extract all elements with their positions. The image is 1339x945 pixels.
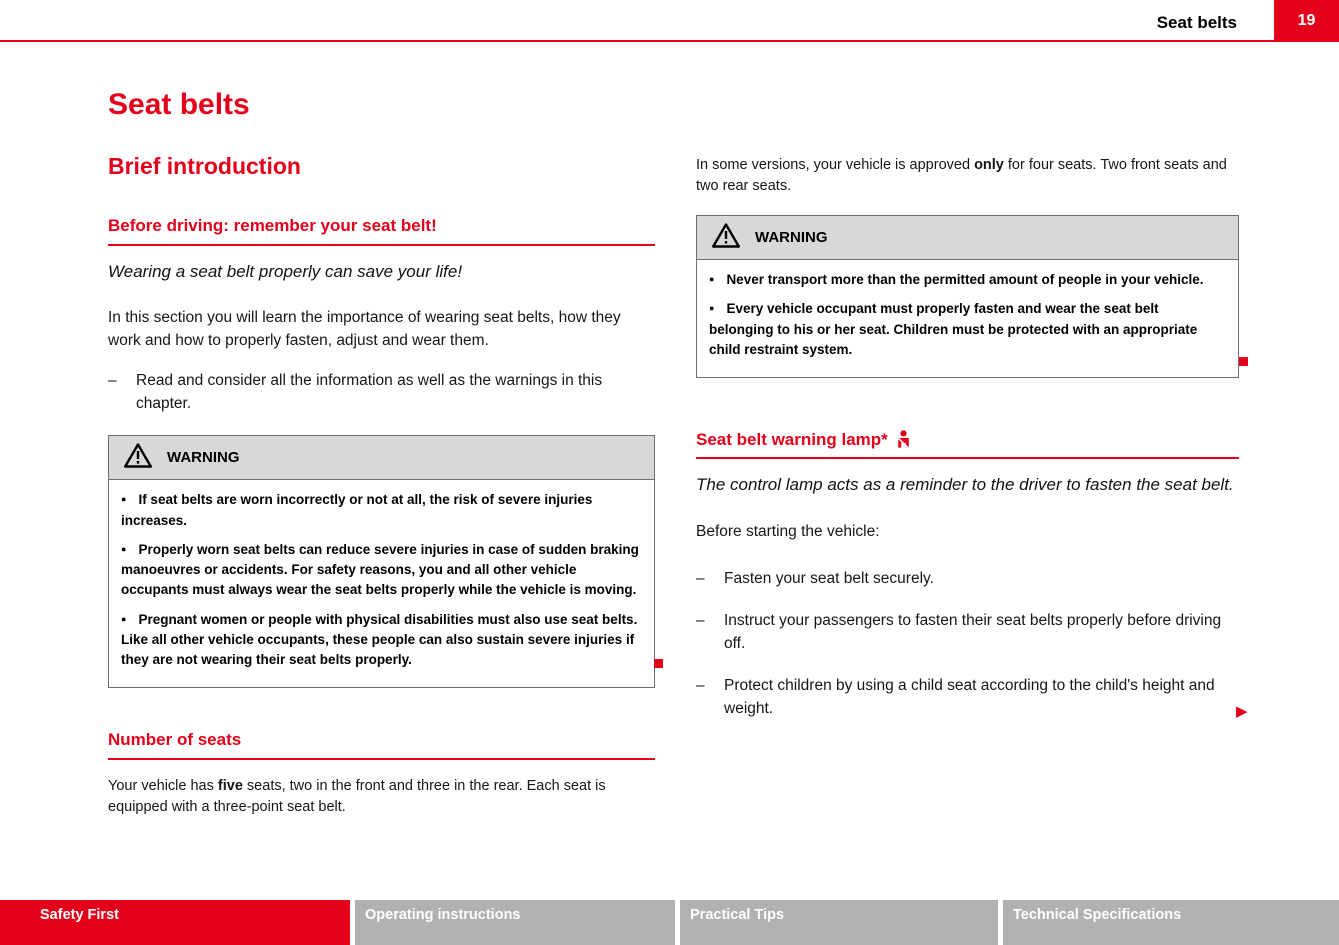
text-fragment: seats, two in the front and three in the rear. Each seat is equipped with a three-point seat belt. <box>108 777 606 815</box>
footer-tab-practical-tips: Practical Tips <box>680 900 998 945</box>
spacer <box>696 378 1239 430</box>
footer-tab-safety-first: Safety First <box>0 900 350 945</box>
header-rule <box>0 40 1339 42</box>
sub-heading-label: Seat belt warning lamp* <box>696 430 888 450</box>
sub-heading-before-driving: Before driving: remember your seat belt! <box>108 216 655 245</box>
sub-heading-seat-belt-warning-lamp <box>696 430 1239 459</box>
warning-box-right-header <box>697 216 1238 260</box>
warning-box-left <box>108 435 655 688</box>
before-driving-intro: In this section you will learn the importance of wearing seat belts, how they work and how to properly fasten, adjust and wear them. <box>108 309 621 349</box>
warning-lamp-intro: Before starting the vehicle: <box>696 523 880 541</box>
warning-box-right-title: WARNING <box>755 229 828 247</box>
warning-lamp-lead: The control lamp acts as a reminder to the driver to fasten the seat belt. <box>696 475 1234 495</box>
seat-belt-warning-lamp-icon <box>896 430 911 450</box>
warning-item: ● Properly worn seat belts can reduce severe injuries in case of sudden braking manoeuvres or accidents. For safety reasons, you and all other vehicle occupants must always wear the seat belts properly while the vehicle is moving. <box>121 540 642 601</box>
warning-lamp-list-item: – Protect children by using a child seat according to the child's height and weight. <box>696 675 1239 720</box>
section-end-marker <box>1239 357 1248 366</box>
warning-item: ● Pregnant women or people with physical disabilities must also use seat belts. Like all other vehicle occupants, these people can also sustain severe injuries if they are not wearing their seat belts properly. <box>121 610 642 671</box>
spacer <box>108 688 655 730</box>
footer-tab-operating-instructions: Operating instructions <box>355 900 675 945</box>
page-title: Seat belts <box>108 88 250 121</box>
warning-item: ● Every vehicle occupant must properly fasten and wear the seat belt belonging to his or her seat. Children must be protected with an appropriate child restraint system. <box>709 299 1226 360</box>
warning-item: ● If seat belts are worn incorrectly or not at all, the risk of severe injuries increases. <box>121 490 642 531</box>
warning-lamp-list-item: – Fasten your seat belt securely. <box>696 568 1239 590</box>
warning-box-left-title: WARNING <box>167 449 240 467</box>
text-fragment: for four seats. Two front seats and two rear seats. <box>696 157 1227 195</box>
warning-triangle-icon <box>123 442 153 474</box>
warning-box-right <box>696 215 1239 378</box>
before-driving-lead: Wearing a seat belt properly can save your life! <box>108 261 463 281</box>
page-number-badge: 19 <box>1274 0 1339 41</box>
warning-box-left-header <box>109 436 654 480</box>
footer-tab-technical-specifications: Technical Specifications <box>1003 900 1339 945</box>
left-column <box>108 88 655 836</box>
sub-heading-number-of-seats: Number of seats <box>108 730 655 759</box>
footer-tab-bar <box>0 900 1339 945</box>
number-of-seats-paragraph <box>108 776 655 818</box>
warning-lamp-list-item: – Instruct your passengers to fasten their seat belts properly before driving off. <box>696 610 1239 655</box>
text-fragment-bold: five <box>217 777 243 794</box>
warning-item: ● Never transport more than the permitted amount of people in your vehicle. <box>709 270 1226 290</box>
right-column <box>696 155 1239 740</box>
header-chapter-title: Seat belts <box>1156 13 1237 32</box>
continuation-arrow-icon: ▶ <box>1236 703 1248 720</box>
section-end-marker <box>654 659 663 668</box>
text-fragment: Your vehicle has <box>108 777 218 794</box>
text-fragment: In some versions, your vehicle is approved <box>696 157 975 173</box>
warning-box-right-body <box>697 260 1238 377</box>
warning-box-left-body <box>109 480 654 687</box>
section-heading-brief-introduction: Brief introduction <box>108 153 301 179</box>
right-intro-paragraph <box>696 155 1239 197</box>
before-driving-list-item: – Read and consider all the information as well as the warnings in this chapter. <box>108 370 655 415</box>
text-fragment-bold: only <box>974 157 1004 173</box>
warning-triangle-icon <box>711 222 741 254</box>
